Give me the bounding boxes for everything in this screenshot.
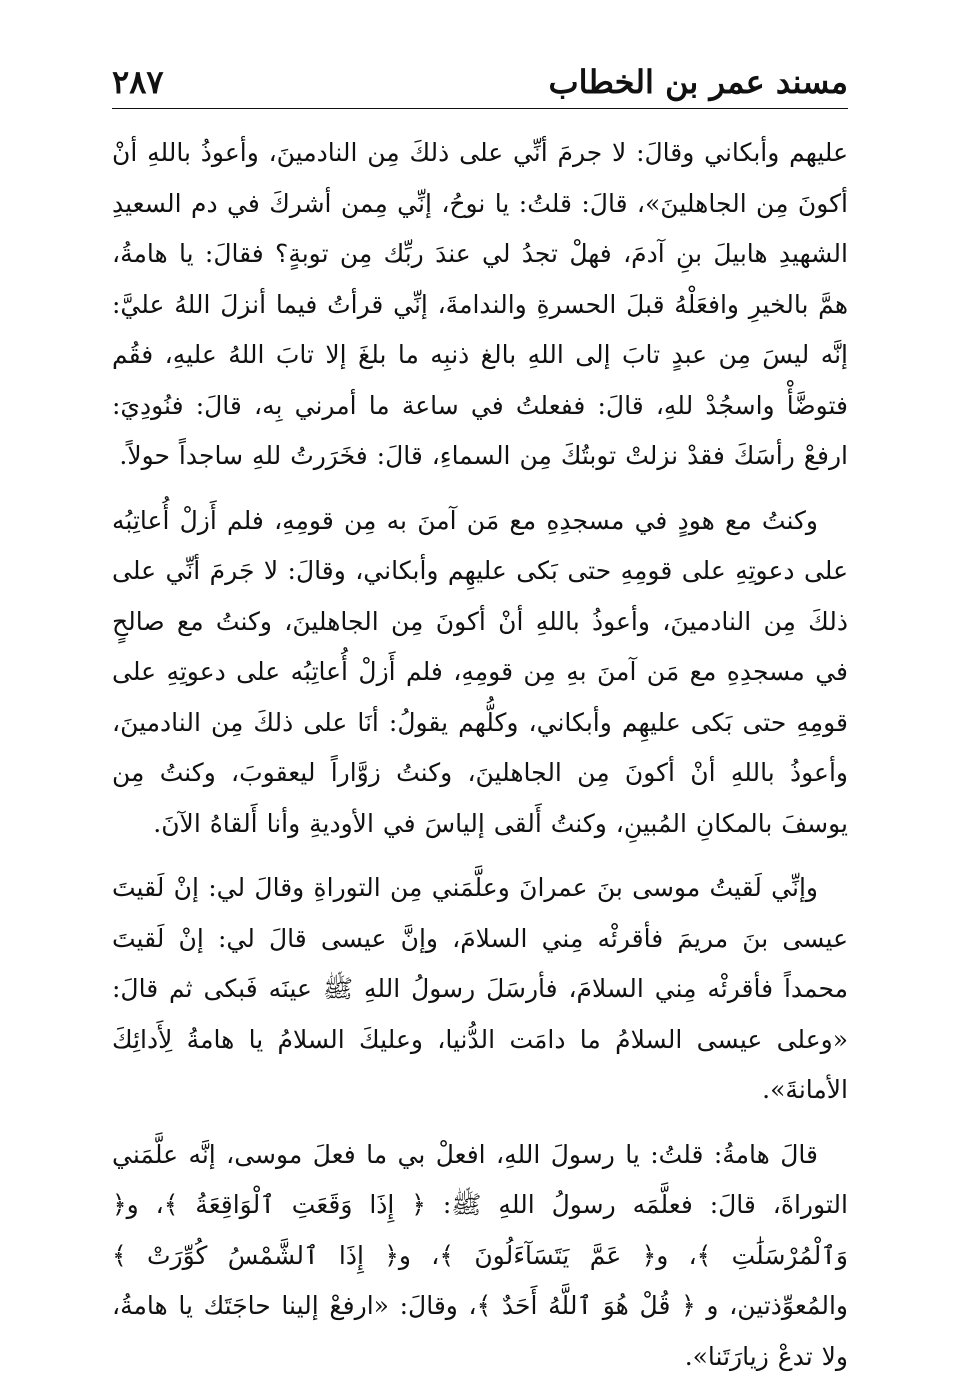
paragraph-4: قالَ هامةُ: قلتُ: يا رسولَ اللهِ، افعلْ بي ما فعلَ موسى، إنَّه علَّمَني التوراةَ، قالَ: فعلَّمَه رسولُ اللهِ ﷺ: ﴿ إِذَا وَقَعَتِ ٱلْوَاقِعَةُ ﴾، و﴿ وَٱلْمُرْسَلَٰتِ ﴾، و﴿ عَمَّ يَتَسَآءَلُونَ ﴾، و﴿ إِذَا ٱلشَّمْسُ كُوِّرَتْ ﴾ والمُعوِّذتين، و ﴿ قُلْ هُوَ ٱللَّهُ أَحَدٌ ﴾، وقالَ: «ارفعْ إلينا حاجَتَك يا هامةُ، ولا تدعْ زيارَتَنا». bbox=[112, 1139, 848, 1371]
main-text bbox=[112, 128, 848, 1382]
running-header-title: مسند عمر بن الخطاب bbox=[548, 63, 848, 101]
page-number: ٢٨٧ bbox=[112, 63, 164, 101]
paragraph-2: وكنتُ مع هودٍ في مسجدِهِ مع مَن آمنَ به مِن قومِهِ، فلم أَزلْ أُعاتِبُه على دعوتِهِ على قومِهِ حتى بَكى عليهِم وأبكاني، وقالَ: لا جَرمَ أنِّي على ذلكَ مِن النادمينَ، وأعوذُ باللهِ أنْ أكونَ مِن الجاهلينَ، وكنتُ مع صالحٍ في مسجدِهِ مع مَن آمنَ بهِ مِن قومِهِ، فلم أَزلْ أُعاتِبُه على دعوتِهِ على قومِهِ حتى بَكى عليهِم وأبكاني، وكلُّهم يقولُ: أنَا على ذلكَ مِن النادمينَ، وأعوذُ باللهِ أنْ أكونَ مِن الجاهلينَ، وكنتُ زوَّاراً ليعقوبَ، وكنتُ مِن يوسفَ بالمكانِ المُبينِ، وكنتُ أَلقى إلياسَ في الأوديةِ وأنا أَلقاهُ الآنَ. bbox=[112, 505, 848, 838]
paragraph-3: وإنِّي لَقيتُ موسى بنَ عمرانَ وعلَّمَني مِن التوراةِ وقالَ لي: إنْ لَقيتَ عيسى بنَ مريمَ فأقرئْه مِني السلامَ، وإنَّ عيسى قالَ لي: إنْ لَقيتَ محمداً فأقرئْه مِني السلامَ، فأرسَلَ رسولُ اللهِ ﷺ عينَه فَبكى ثم قالَ: «وعلى عيسى السلامُ ما دامَت الدُّنيا، وعليكَ السلامُ يا هامةُ لِأَدائِكَ الأمانةَ». bbox=[112, 873, 848, 1104]
page-header bbox=[112, 62, 848, 106]
paragraph-1: عليهم وأبكاني وقالَ: لا جرمَ أنِّي على ذلكَ مِن النادمينَ، وأعوذُ باللهِ أنْ أكونَ مِن الجاهلينَ»، قالَ: قلتُ: يا نوحُ، إنِّي مِمن أشركَ في دم السعيدِ الشهيدِ هابيلَ بنِ آدمَ، فهلْ تجدُ لي عندَ ربِّك مِن توبةٍ؟ فقالَ: يا هامةُ، همَّ بالخيرِ وافعَلْهُ قبلَ الحسرةِ والندامةَ، إنِّي قرأتُ فيما أنزلَ اللهُ عليَّ: إنَّه ليسَ مِن عبدٍ تابَ إلى اللهِ بالغ ذنبِه ما بلغَ إلا تابَ اللهُ عليهِ، فقُم فتوضَّأْ واسجُدْ للهِ، قالَ: ففعلتُ في ساعة ما أمرني بِه، قالَ: فنُودِيَ: ارفعْ رأسَكَ فقدْ نزلتْ توبتُكَ مِن السماءِ، قالَ: فخَرَرتُ للهِ ساجداً حولاً. bbox=[112, 138, 848, 470]
header-divider bbox=[112, 108, 848, 109]
